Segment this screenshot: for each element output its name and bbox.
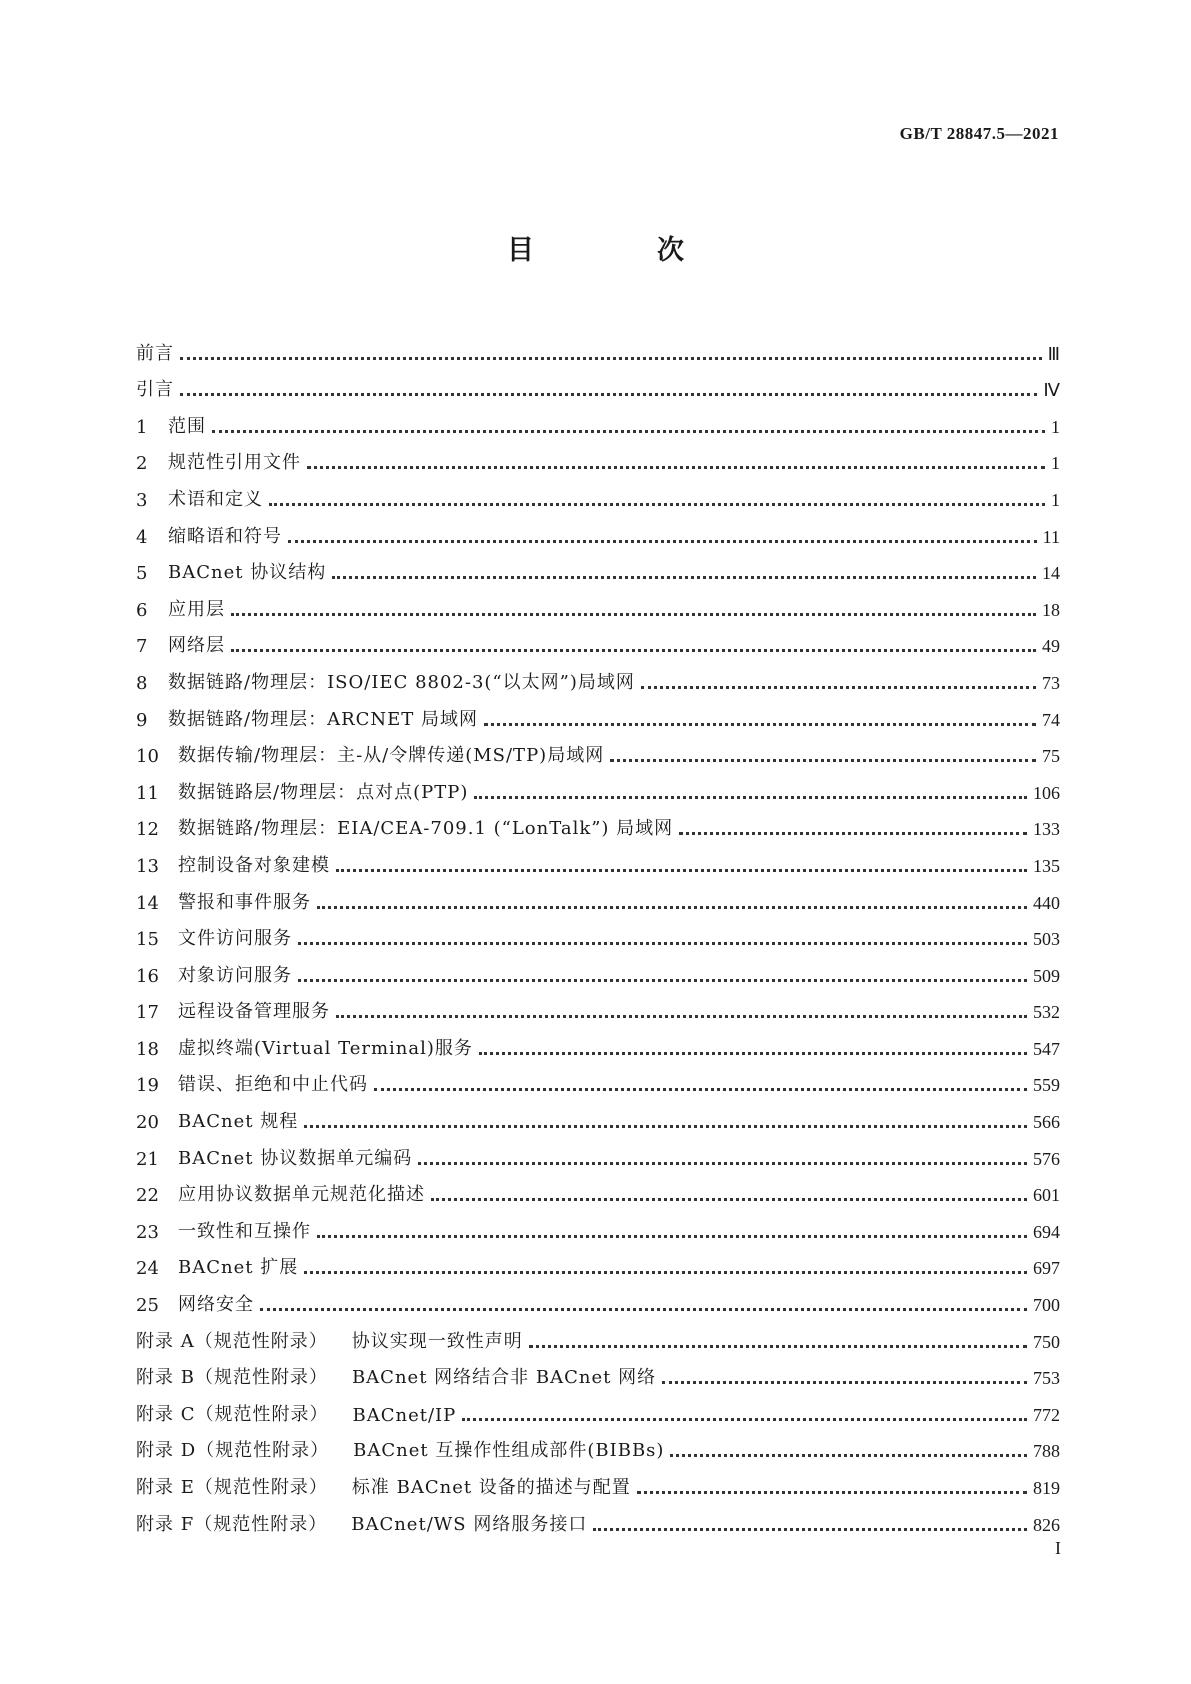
toc-leader-dots xyxy=(307,462,1045,469)
toc-entry-label: 数据传输/物理层：主-从/令牌传递(MS/TP)局域网 xyxy=(178,745,605,767)
toc-entry-number: 3 xyxy=(136,489,148,511)
toc-entry[interactable] xyxy=(136,1316,1060,1353)
toc-entry-page: 509 xyxy=(1033,965,1060,986)
toc-entry-number: 23 xyxy=(136,1221,159,1243)
toc-entry-page: 14 xyxy=(1042,563,1060,584)
toc-entry-page: 532 xyxy=(1033,1002,1060,1023)
toc-leader-dots xyxy=(304,1121,1027,1128)
toc-entry-label: 应用层 xyxy=(168,598,225,620)
toc-entry-page: 135 xyxy=(1033,855,1060,876)
toc-entry-page: 74 xyxy=(1042,709,1060,730)
toc-entry-number: 22 xyxy=(136,1185,159,1207)
toc-entry-page: 772 xyxy=(1033,1404,1060,1425)
toc-entry-number: 10 xyxy=(136,746,159,768)
toc-entry-page: 106 xyxy=(1033,782,1060,803)
toc-entry[interactable] xyxy=(136,1170,1060,1207)
toc-entry-number: 4 xyxy=(136,526,148,548)
toc-leader-dots xyxy=(462,1414,1027,1421)
toc-entry-label: 附录 F（规范性附录） xyxy=(136,1513,328,1535)
toc-entry-label: 文件访问服务 xyxy=(178,928,292,950)
toc-entry-page: 697 xyxy=(1033,1258,1060,1279)
toc-leader-dots xyxy=(288,536,1037,543)
toc-entry-label: 警报和事件服务 xyxy=(178,891,311,913)
toc-leader-dots xyxy=(336,865,1027,872)
toc-entry-page: 73 xyxy=(1042,672,1060,693)
toc-entry[interactable] xyxy=(136,1133,1060,1170)
toc-leader-dots xyxy=(593,1524,1027,1531)
toc-entry-label: 一致性和互操作 xyxy=(178,1220,311,1242)
toc-entry-label: 附录 A（规范性附录） xyxy=(136,1330,328,1352)
toc-leader-dots xyxy=(317,902,1027,909)
toc-leader-dots xyxy=(474,792,1027,799)
toc-leader-dots xyxy=(641,682,1036,689)
toc-entry-label: 范围 xyxy=(168,415,206,437)
toc-entry-number: 16 xyxy=(136,965,159,987)
toc-entry[interactable] xyxy=(136,987,1060,1024)
toc-entry-label: 数据链路/物理层：ISO/IEC 8802-3(“以太网”)局域网 xyxy=(168,671,635,693)
toc-leader-dots xyxy=(317,1231,1027,1238)
toc-entry-number: 18 xyxy=(136,1038,159,1060)
toc-entry-number: 20 xyxy=(136,1112,159,1134)
toc-entry-page: 601 xyxy=(1033,1185,1060,1206)
toc-entry-page: 49 xyxy=(1042,636,1060,657)
toc-entry-page: 440 xyxy=(1033,892,1060,913)
toc-entry-label: 术语和定义 xyxy=(168,488,263,510)
toc-entry[interactable] xyxy=(136,1243,1060,1280)
toc-entry-page: 133 xyxy=(1033,819,1060,840)
toc-entry-number: 8 xyxy=(136,672,148,694)
toc-entry[interactable] xyxy=(136,1499,1060,1536)
table-of-contents xyxy=(136,328,1060,1536)
toc-entry-label: 虚拟终端(Virtual Terminal)服务 xyxy=(178,1037,473,1059)
toc-entry-page: Ⅲ xyxy=(1047,343,1060,364)
toc-entry[interactable] xyxy=(136,511,1060,548)
toc-entry-label: BACnet 扩展 xyxy=(178,1257,299,1279)
toc-entry-label: BACnet 协议结构 xyxy=(168,562,327,584)
toc-entry-annex-title: BACnet 互操作性组成部件(BIBBs) xyxy=(353,1440,665,1462)
toc-entry-page: 75 xyxy=(1042,746,1060,767)
toc-entry-annex-title: BACnet/WS 网络服务接口 xyxy=(351,1513,588,1535)
toc-entry-number: 6 xyxy=(136,599,148,621)
toc-entry-label: 缩略语和符号 xyxy=(168,525,282,547)
toc-entry-number: 21 xyxy=(136,1148,159,1170)
toc-entry-number: 2 xyxy=(136,453,148,475)
toc-leader-dots xyxy=(332,572,1036,579)
toc-entry-number: 7 xyxy=(136,636,148,658)
toc-entry-label: 引言 xyxy=(136,379,174,401)
toc-entry-page: 826 xyxy=(1033,1514,1060,1535)
toc-leader-dots xyxy=(637,1487,1027,1494)
toc-entry[interactable] xyxy=(136,1096,1060,1133)
toc-entry-page: 547 xyxy=(1033,1038,1060,1059)
toc-entry-label: 数据链路层/物理层：点对点(PTP) xyxy=(178,781,469,803)
toc-entry[interactable] xyxy=(136,621,1060,658)
standard-code: GB/T 28847.5—2021 xyxy=(899,124,1059,143)
toc-entry[interactable] xyxy=(136,328,1060,365)
toc-leader-dots xyxy=(304,1267,1027,1274)
toc-entry-label: 附录 C（规范性附录） xyxy=(136,1403,329,1425)
toc-entry-label: 规范性引用文件 xyxy=(168,452,301,474)
toc-entry-page: 576 xyxy=(1033,1148,1060,1169)
toc-leader-dots xyxy=(231,609,1036,616)
toc-leader-dots xyxy=(212,426,1045,433)
toc-entry-page: 1 xyxy=(1051,453,1060,474)
toc-entry-label: 网络安全 xyxy=(178,1294,254,1316)
toc-entry-number: 14 xyxy=(136,892,159,914)
toc-entry-number: 19 xyxy=(136,1075,159,1097)
toc-leader-dots xyxy=(260,1304,1027,1311)
toc-entry-number: 17 xyxy=(136,1002,159,1024)
toc-leader-dots xyxy=(529,1341,1027,1348)
toc-entry[interactable] xyxy=(136,438,1060,475)
toc-entry-page: 819 xyxy=(1033,1478,1060,1498)
toc-entry[interactable] xyxy=(136,1060,1060,1097)
toc-entry-number: 9 xyxy=(136,709,148,731)
toc-entry[interactable] xyxy=(136,1462,1060,1499)
toc-entry-label: 远程设备管理服务 xyxy=(178,1001,330,1023)
toc-entry[interactable] xyxy=(136,950,1060,987)
toc-entry-number: 15 xyxy=(136,929,159,951)
toc-entry[interactable] xyxy=(136,584,1060,621)
toc-entry-page: 503 xyxy=(1033,929,1060,950)
toc-entry[interactable] xyxy=(136,767,1060,804)
toc-entry-label: 错误、拒绝和中止代码 xyxy=(178,1074,368,1096)
toc-entry-page: 18 xyxy=(1042,599,1060,620)
toc-leader-dots xyxy=(336,1011,1027,1018)
toc-entry[interactable] xyxy=(136,840,1060,877)
toc-entry[interactable] xyxy=(136,1389,1060,1426)
toc-entry-annex-title: BACnet/IP xyxy=(352,1404,457,1426)
toc-leader-dots xyxy=(298,938,1027,945)
toc-entry[interactable] xyxy=(136,914,1060,951)
toc-entry-label: 对象访问服务 xyxy=(178,964,292,986)
toc-entry-number: 1 xyxy=(136,416,148,438)
toc-leader-dots xyxy=(484,719,1036,726)
toc-entry-label: 附录 B（规范性附录） xyxy=(136,1367,328,1389)
toc-entry[interactable] xyxy=(136,1206,1060,1243)
toc-entry[interactable] xyxy=(136,694,1060,731)
toc-entry-number: 5 xyxy=(136,563,148,585)
toc-entry-number: 13 xyxy=(136,855,159,877)
toc-entry-label: BACnet 规程 xyxy=(178,1111,299,1133)
toc-entry-page: 700 xyxy=(1033,1295,1060,1316)
toc-entry-label: 数据链路/物理层：ARCNET 局域网 xyxy=(168,708,479,730)
toc-entry-page: 788 xyxy=(1033,1441,1060,1462)
toc-leader-dots xyxy=(479,1048,1027,1055)
toc-leader-dots xyxy=(180,389,1037,396)
toc-entry[interactable] xyxy=(136,1426,1060,1463)
toc-entry-label: 前言 xyxy=(136,342,174,364)
toc-entry-annex-title: 标准 BACnet 设备的描述与配置 xyxy=(351,1477,631,1498)
toc-entry-annex-title: 协议实现一致性声明 xyxy=(351,1330,523,1352)
toc-entry-page: Ⅳ xyxy=(1043,380,1060,401)
toc-leader-dots xyxy=(418,1158,1027,1165)
toc-leader-dots xyxy=(298,975,1027,982)
toc-entry[interactable] xyxy=(136,731,1060,768)
toc-entry-annex-title: BACnet 网络结合非 BACnet 网络 xyxy=(351,1367,657,1389)
toc-entry-page: 750 xyxy=(1033,1331,1060,1352)
toc-entry-label: 应用协议数据单元规范化描述 xyxy=(178,1184,425,1206)
toc-entry-page: 753 xyxy=(1033,1368,1060,1389)
toc-leader-dots xyxy=(610,755,1036,762)
toc-entry-page: 1 xyxy=(1051,416,1060,437)
toc-entry-number: 24 xyxy=(136,1258,159,1280)
toc-entry[interactable] xyxy=(136,1279,1060,1316)
toc-entry-page: 694 xyxy=(1033,1221,1060,1242)
page-number: I xyxy=(1055,1538,1061,1558)
toc-entry-number: 12 xyxy=(136,819,159,841)
toc-entry-page: 559 xyxy=(1033,1075,1060,1096)
toc-entry-label: BACnet 协议数据单元编码 xyxy=(178,1147,413,1169)
toc-leader-dots xyxy=(662,1377,1027,1384)
page-title: 目 次 xyxy=(507,235,732,266)
toc-leader-dots xyxy=(269,499,1045,506)
toc-leader-dots xyxy=(374,1084,1027,1091)
toc-entry-page: 1 xyxy=(1051,489,1060,510)
toc-leader-dots xyxy=(431,1194,1027,1201)
toc-entry-label: 网络层 xyxy=(168,635,225,657)
toc-entry[interactable] xyxy=(136,1023,1060,1060)
toc-entry[interactable] xyxy=(136,877,1060,914)
toc-entry[interactable] xyxy=(136,548,1060,585)
toc-entry-label: 数据链路/物理层：EIA/CEA-709.1 (“LonTalk”) 局域网 xyxy=(178,818,674,840)
toc-leader-dots xyxy=(180,353,1042,360)
toc-entry-page: 566 xyxy=(1033,1112,1060,1133)
toc-entry-label: 附录 E（规范性附录） xyxy=(136,1477,328,1498)
toc-entry[interactable] xyxy=(136,474,1060,511)
toc-entry[interactable] xyxy=(136,365,1060,402)
toc-entry[interactable] xyxy=(136,657,1060,694)
toc-entry[interactable] xyxy=(136,401,1060,438)
toc-leader-dots xyxy=(670,1450,1027,1457)
toc-leader-dots xyxy=(231,645,1036,652)
toc-entry-label: 控制设备对象建模 xyxy=(178,854,330,876)
toc-entry-label: 附录 D（规范性附录） xyxy=(136,1440,330,1462)
toc-entry[interactable] xyxy=(136,1353,1060,1390)
toc-entry[interactable] xyxy=(136,804,1060,841)
toc-entry-page: 11 xyxy=(1042,526,1060,547)
toc-leader-dots xyxy=(679,828,1027,835)
toc-entry-number: 25 xyxy=(136,1295,159,1317)
toc-entry-number: 11 xyxy=(136,782,159,804)
